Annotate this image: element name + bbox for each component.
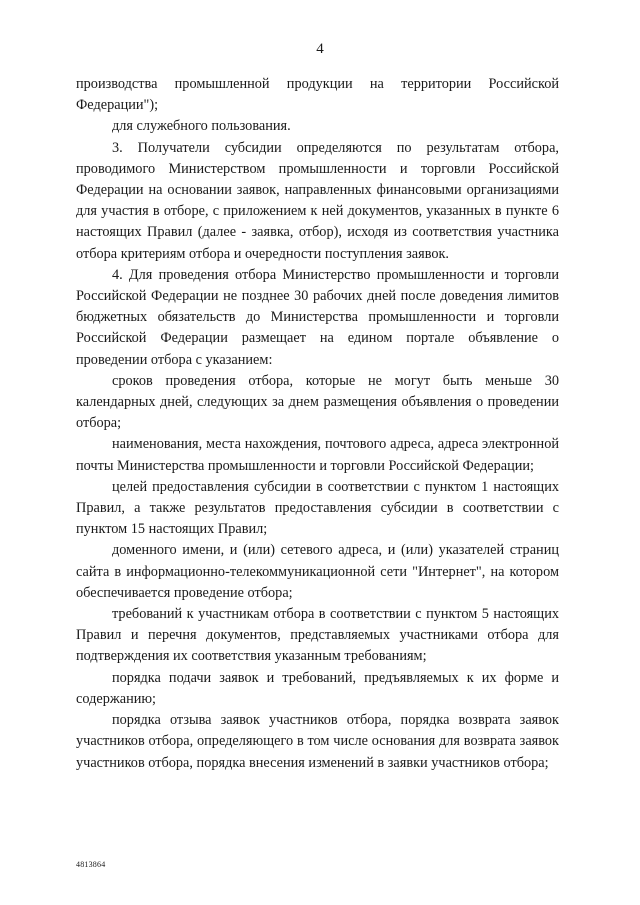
paragraph-item-submission-order: порядка подачи заявок и требований, предъявляемых к их форме и содержанию; xyxy=(76,669,559,707)
paragraph-continuation: производства промышленной продукции на территории Российской Федерации"); xyxy=(76,76,559,114)
paragraph-item-subsidy-goals: целей предоставления субсидии в соответствии с пунктом 1 настоящих Правил, а также результатов предоставления субсидии в соответствии с пунктом 15 настоящих Правил; xyxy=(76,478,559,538)
paragraph-item-requirements: требований к участникам отбора в соответствии с пунктом 5 настоящих Правил и перечня документов, представляемых участниками отбора для подтверждения их соответствия указанным требованиям; xyxy=(76,606,559,665)
page-number: 4 xyxy=(316,41,324,57)
paragraph-service-use: для служебного пользования. xyxy=(112,118,291,135)
paragraph-item-deadlines: сроков проведения отбора, которые не могут быть меньше 30 календарных дней, следующих за днем размещения объявления о проведении отбора; xyxy=(76,372,559,432)
document-body xyxy=(76,74,559,774)
paragraph-item-withdrawal-order: порядка отзыва заявок участников отбора, порядка возврата заявок участников отбора, определяющего в том числе основания для возврата заявок участников отбора, порядка внесения изменений в заявки участников отбора; xyxy=(76,712,559,771)
paragraph-item-ministry-address: наименования, места нахождения, почтового адреса, адреса электронной почты Министерства промышленности и торговли Российской Федерации; xyxy=(76,436,559,474)
paragraph-item-domain-name: доменного имени, и (или) сетевого адреса, и (или) указателей страниц сайта в информационно-телекоммуникационной сети "Интернет", на котором обеспечивается проведение отбора; xyxy=(76,542,559,601)
document-id: 4813864 xyxy=(76,860,106,869)
paragraph-clause-3: 3. Получатели субсидии определяются по результатам отбора, проводимого Министерством промышленности и торговли Российской Федерации на основании заявок, направленных финансовыми организациями для участия в отборе, с приложением к ней документов, указанных в пункте 6 настоящих Правил (далее - заявка, отбор), исходя из соответствия участника отбора критериям отбора и очередности поступления заявок. xyxy=(76,139,559,262)
paragraph-clause-4: 4. Для проведения отбора Министерство промышленности и торговли Российской Федерации не позднее 30 рабочих дней после доведения лимитов бюджетных обязательств до Министерства промышленности и торговли Российской Федерации размещает на едином портале объявление о проведении отбора с указанием: xyxy=(76,266,559,368)
